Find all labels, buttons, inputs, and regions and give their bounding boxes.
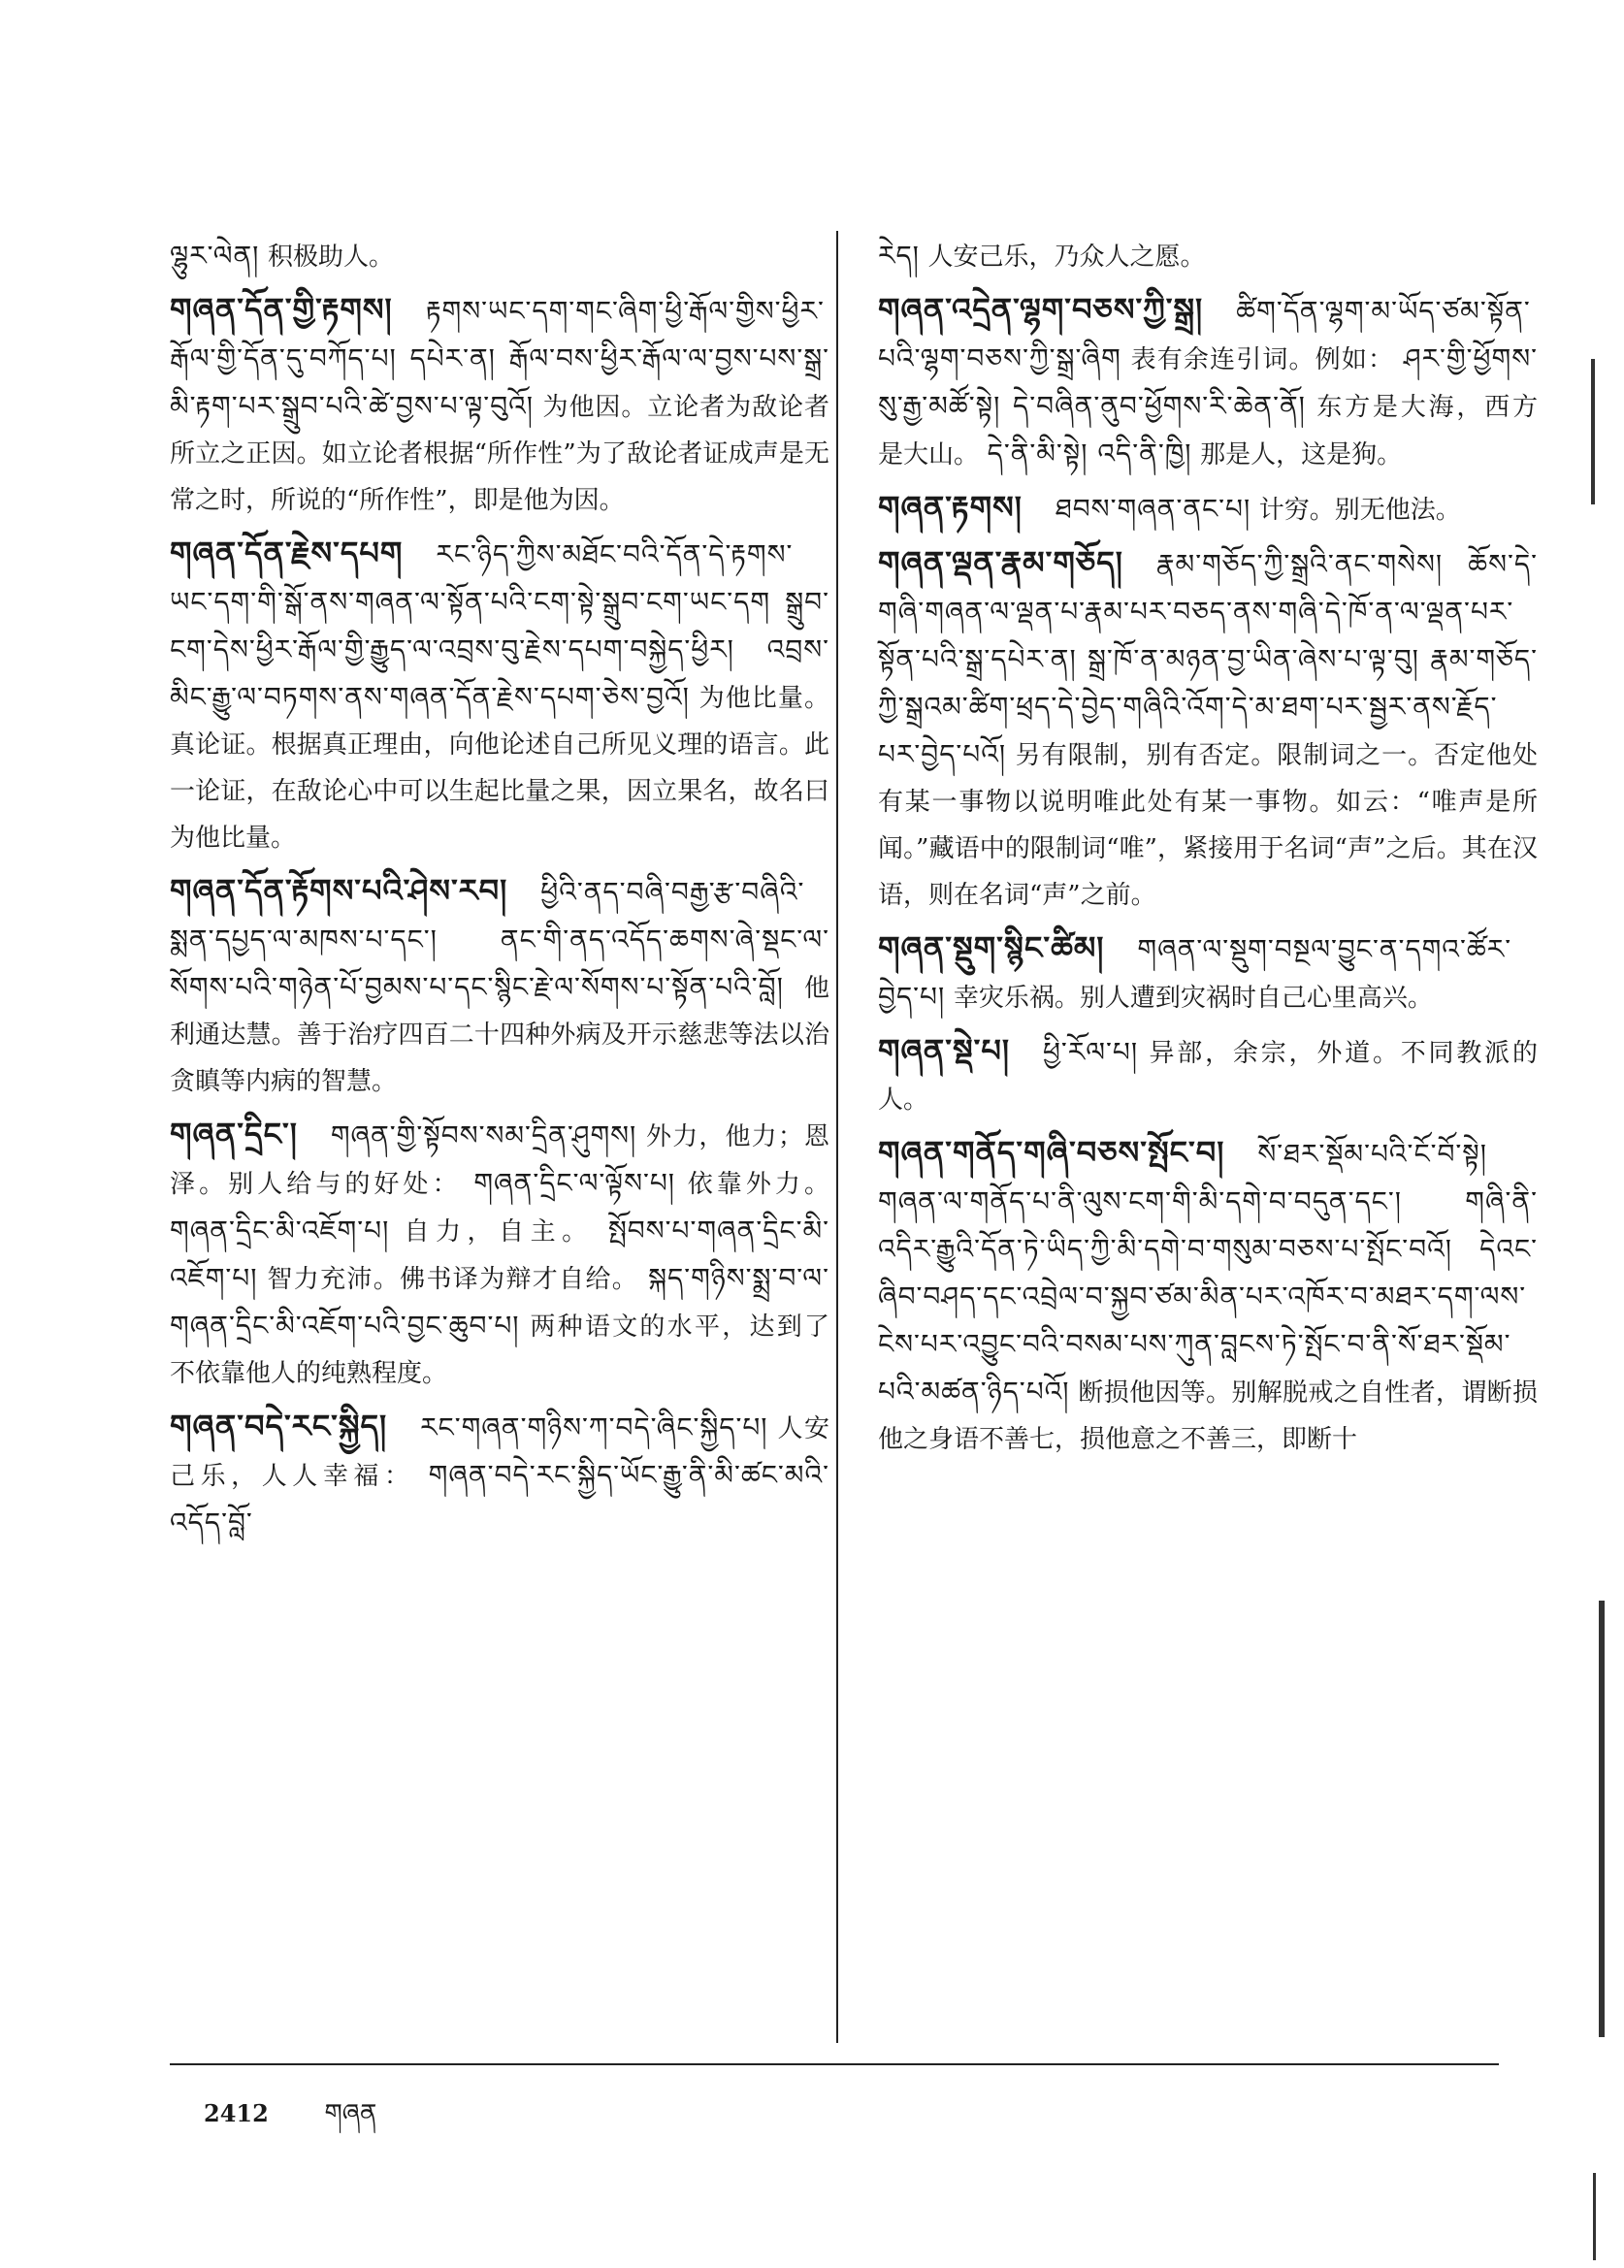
entry-chinese: 断损他因等。别解脱戒之自性者，谓断损他之身语不善七，损他意之不善三，即断十 <box>878 1378 1538 1454</box>
entry-headword: གཞན་འདྲེན་ལྷག་བཅས་ཀྱི་སྒྲ། <box>878 291 1204 328</box>
entry-chinese: 计穷。别无他法。 <box>1258 496 1461 525</box>
margin-scan-mark <box>1599 1601 1605 2037</box>
entry-chinese: 异部，余宗，外道。不同教派的人。 <box>878 1039 1538 1115</box>
example-chinese: 东方是大海，西方是大山。 <box>878 393 1538 470</box>
entry <box>878 286 1538 478</box>
example-tibetan: གཞན་དྲིང་ལ་ལྟོས་པ། <box>473 1167 676 1199</box>
entry-tibetan: ཕྱིའི་ནད་བཞི་བརྒྱ་རྩ་བཞིའི་སྨན་དཔྱད་ལ་མཁས་པ་དང་། ནང་གི་ནད་འདོད་ཆགས་ཞེ་སྡང་ལ་སོགས་པའི་གཉེན་པོ་བྱམས་པ་དང་སྙིང་རྗེ་ལ་སོགས་པ་སྟོན་པའི་བློ། <box>170 876 829 1003</box>
entry-headword: གཞན་ལྡན་རྣམ་གཅོད། <box>878 544 1123 581</box>
entry <box>170 530 829 861</box>
entry-chinese: 他利通达慧。善于治疗四百二十四种外病及开示慈悲等法以治贪瞋等内病的智慧。 <box>170 974 829 1096</box>
entry-tibetan: ཐབས་གཞན་ནང་པ། <box>1055 493 1251 525</box>
entry-chinese: 外力，他力；恩泽。别人给与的好处： <box>170 1122 829 1199</box>
entry <box>878 539 1538 919</box>
entry <box>170 233 829 280</box>
entry <box>170 1111 829 1397</box>
margin-scan-mark <box>1591 359 1595 504</box>
entry <box>878 233 1538 280</box>
example-tibetan: སྤོབས་པ་གཞན་དྲིང་མི་འཇོག་པ། <box>170 1215 829 1294</box>
footer-headword: གཞན <box>324 2099 377 2128</box>
column-divider <box>836 231 838 2043</box>
entry-headword: གཞན་སྡེ་པ། <box>878 1032 1010 1069</box>
entry-headword: གཞན་དོན་རྗེས་དཔག <box>170 535 404 571</box>
entry-tibetan: སོ་ཐར་སྡོམ་པའི་ངོ་བོ་སྟེ། གཞན་ལ་གནོད་པ་ནི་ལུས་ངག་གི་མི་དགེ་བ་བདུན་དང་། གཞི་ནི་འདིར་རྒྱུའི་དོན་ཏེ་ཡིད་ཀྱི་མི་དགེ་བ་གསུམ་བཅས་པ་སྤོང་བའོ། དེའང་ཞིབ་བཤད་དང་འབྲེལ་བ་སྐྱབ་ཙམ་མིན་པར་འཁོར་བ་མཐར་དག་ལས་ངེས་པར་འབྱུང་བའི་བསམ་པས་ཀུན་བླངས་ཏེ་སྤོང་བ་ནི་སོ་ཐར་སྡོམ་པའི་མཚན་ཉིད་པའོ། <box>878 1138 1538 1408</box>
example-chinese: 智力充沛。佛书译为辩才自给。 <box>267 1265 639 1294</box>
entry <box>878 1027 1538 1123</box>
entry <box>878 924 1538 1021</box>
example-tibetan: དེ་ནི་མི་སྟེ། འདི་ནི་ཁྱི། <box>987 437 1192 470</box>
entry <box>170 286 829 524</box>
example-tibetan: གཞན་དྲིང་མི་འཇོག་པ། <box>170 1215 390 1247</box>
page-number: 2412 <box>204 2099 269 2127</box>
example-chinese: 依靠外力。 <box>687 1170 829 1199</box>
example-chinese: 自力，自主。 <box>404 1217 594 1247</box>
entry-tibetan: ཚིག་དོན་ལྷག་མ་ཡོད་ཙམ་སྟོན་པའི་ལྷག་བཅས་ཀྱི་སྒྲ་ཞིག <box>878 295 1531 374</box>
entry-tibetan: གཞན་གྱི་སྟོབས་སམ་དྲིན་ཤུགས། <box>330 1119 637 1151</box>
example-tibetan: གཞན་བདེ་རང་སྐྱིད་ཡོང་རྒྱུ་ནི་མི་ཚང་མའི་འདོད་བློ་ <box>170 1459 829 1539</box>
entry-tibetan: རྣམ་གཅོད་ཀྱི་སྒྲའི་ནང་གསེས། ཆོས་དེ་གཞི་གཞན་ལ་ལྡན་པ་རྣམ་པར་བཅད་ནས་གཞི་དེ་ཁོ་ན་ལ་ལྡན་པར་སྟོན་པའི་སྒྲ་དཔེར་ན། སྒྲ་ཁོ་ན་མཉན་བྱ་ཡིན་ཞེས་པ་ལྟ་བུ། རྣམ་གཅོད་ཀྱི་སྒྲའམ་ཚིག་ཕྲད་དེ་བྱེད་གཞིའི་འོག་དེ་མ་ཐག་པར་སྦྱར་ནས་རྗོད་པར་བྱེད་པའོ། <box>878 548 1538 770</box>
entry <box>878 1129 1538 1463</box>
entry-chinese: 为他比量。真论证。根据真正理由，向他论述自己所见义理的语言。此一论证，在敌论心中可以生起比量之果，因立果名，故名曰为他比量。 <box>170 684 829 853</box>
right-column <box>878 233 1538 1469</box>
entry-tibetan: གཞན་ལ་སྡུག་བསྔལ་བྱུང་ན་དགའ་ཚོར་བྱེད་པ། <box>878 933 1512 1013</box>
entry-headword: གཞན་བདེ་རང་སྐྱིད། <box>170 1408 388 1444</box>
example-tibetan: ཤར་གྱི་ཕྱོགས་སུ་རྒྱ་མཚོ་སྟེ། དེ་བཞིན་ནུབ་ཕྱོགས་རི་ཆེན་ནོ། <box>878 342 1538 422</box>
entry-tibetan: རང་ཉིད་ཀྱིས་མཐོང་བའི་དོན་དེ་རྟགས་ཡང་དག་གི་སྒོ་ནས་གཞན་ལ་སྟོན་པའི་ངག་སྟེ་སྒྲུབ་ངག་ཡང་དག སྒྲུབ་ངག་དེས་ཕྱིར་རྒོལ་གྱི་རྒྱུད་ལ་འབྲས་བུ་རྗེས་དཔག་བསྐྱེད་ཕྱིར། འབྲས་མིང་རྒྱུ་ལ་བཏགས་ནས་གཞན་དོན་རྗེས་དཔག་ཅེས་བྱའོ། <box>170 538 829 713</box>
entry-headword: གཞན་དོན་གྱི་རྟགས། <box>170 291 393 328</box>
entry-tibetan: རྟགས་ཡང་དག་གང་ཞིག་ཕྱི་རྒོལ་གྱིས་ཕྱིར་རྒོལ་གྱི་དོན་དུ་བཀོད་པ། དཔེར་ན། རྒོལ་བས་ཕྱིར་རྒོལ་ལ་བྱས་པས་སྒྲ་མི་རྟག་པར་སྒྲུབ་པའི་ཚེ་བྱས་པ་ལྟ་བུའོ། <box>170 295 829 422</box>
entry-tibetan: རེད། <box>878 240 920 272</box>
entry-chinese: 另有限制，别有否定。限制词之一。否定他处有某一事物以说明唯此处有某一事物。如云：“唯声是所闻。”藏语中的限制词“唯”，紧接用于名词“声”之后。其在汉语，则在名词“声”之前。 <box>878 741 1538 910</box>
margin-scan-mark <box>1593 2173 1596 2260</box>
entry <box>170 1403 829 1547</box>
entry-chinese: 积极助人。 <box>267 243 394 272</box>
entry-tibetan: ལྷུར་ལེན། <box>170 240 260 272</box>
entry <box>170 867 829 1105</box>
entry-chinese: 表有余连引词。例如： <box>1130 345 1395 374</box>
entry-chinese: 幸灾乐祸。别人遭到灾祸时自己心里高兴。 <box>953 984 1433 1013</box>
entry <box>878 484 1538 534</box>
left-column <box>170 233 829 1553</box>
example-chinese: 两种语文的水平，达到了不依靠他人的纯熟程度。 <box>170 1312 829 1388</box>
entry-chinese: 人安己乐，乃众人之愿。 <box>927 243 1206 272</box>
example-chinese: 那是人，这是狗。 <box>1200 440 1403 470</box>
page-footer <box>204 2086 376 2156</box>
example-tibetan: སྐད་གཉིས་སྨྲ་བ་ལ་གཞན་དྲིང་མི་འཇོག་པའི་བྱང་ཆུབ་པ། <box>170 1262 829 1342</box>
entry-headword: གཞན་དྲིང་། <box>170 1116 298 1152</box>
entry-headword: གཞན་གནོད་གཞི་བཅས་སྤོང་བ། <box>878 1134 1225 1171</box>
entry-headword: གཞན་དོན་རྟོགས་པའི་ཤེས་རབ། <box>170 872 508 909</box>
entry-headword: གཞན་སྡུག་སྙིང་ཚིམ། <box>878 929 1105 966</box>
entry-headword: གཞན་རྟགས། <box>878 489 1023 526</box>
entry-chinese: 为他因。立论者为敌论者所立之正因。如立论者根据“所作性”为了敌论者证成声是无常之时，所说的“所作性”，即是他为因。 <box>170 393 829 515</box>
entry-tibetan: རང་གཞན་གཉིས་ཀ་བདེ་ཞིང་སྐྱིད་པ། <box>420 1411 768 1443</box>
entry-chinese: 人安己乐，人人幸福： <box>170 1414 829 1491</box>
entry-tibetan: ཕྱི་རོལ་པ། <box>1042 1036 1139 1068</box>
footer-rule <box>170 2063 1499 2065</box>
